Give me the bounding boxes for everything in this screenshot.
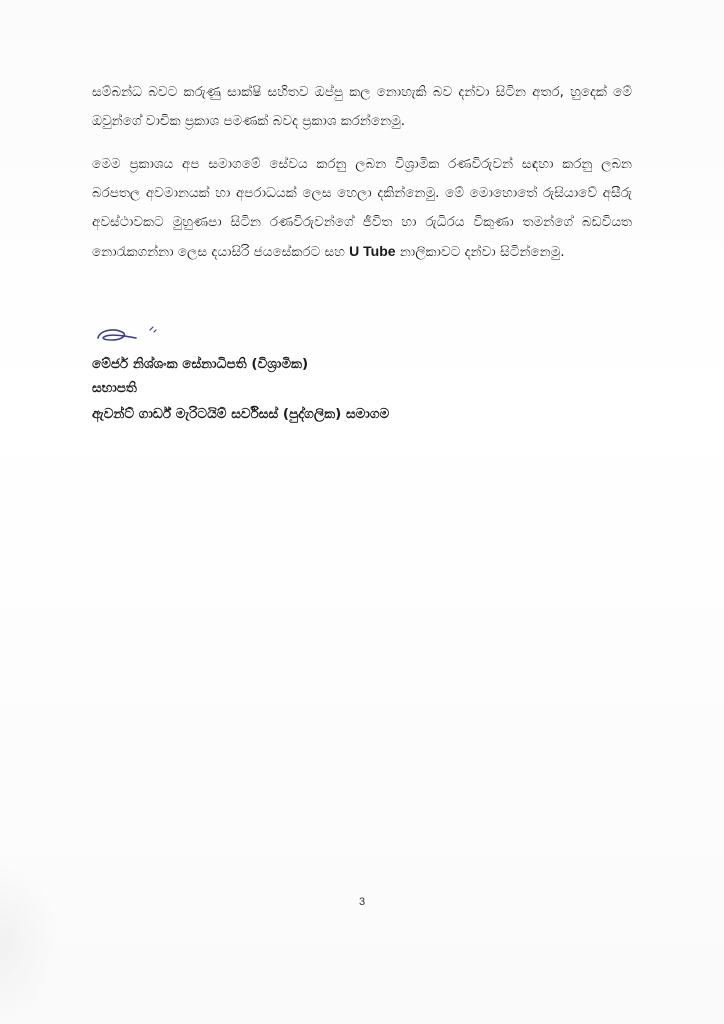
signatory-title: සභාපති	[92, 380, 137, 396]
scan-shadow	[0, 860, 60, 1024]
paragraph-2	[92, 150, 632, 267]
organization-name: ඇවන්ට් ගාර්ඩ් මැරිටයිම් සර්විසස් (පුද්ගලික) සමාගම	[92, 406, 390, 422]
signatory-name: මේජර් නිශ්ශංක සේනාධිපති (විශ්‍රාමික)	[92, 356, 309, 372]
paragraph-1: සම්බන්ධ බවට කරුණු සාක්ෂි සහිතව ඔප්පු කල නොහැකි බව දන්වා සිටින අතර, හුදෙක් මේ ඔවුන්ගේ වාචික ප්‍රකාශ පමණක් බවද ප්‍රකාශ කරන්නෙමු.	[92, 84, 632, 129]
paragraph-2-text: මෙම ප්‍රකාශය අප සමාගමේ සේවය කරනු ලබන විශ්‍රාමික රණවිරුවන් සඳහා කරනු ලබන බරපතල අවමානයක් හා අපරාධයක් ලෙස හෙලා දකින්නෙමු. මේ මොහොතේ රුසියාවේ අසීරු අවස්ථාවකට මුහුණපා සිටින රණවිරුවන්ගේ ජීවිත හා රුධිරය විකුණා තමන්ගේ බඩවියත නොරැකගන්නා ලෙස දයාසිරි ජයසේකරට සහ	[92, 156, 632, 260]
page-number: 3	[358, 896, 366, 908]
handwritten-signature	[92, 320, 162, 348]
youtube-name: U Tube	[349, 243, 396, 259]
paragraph-2-end: නාලිකාවට දන්වා සිටින්නෙමු.	[395, 244, 565, 260]
